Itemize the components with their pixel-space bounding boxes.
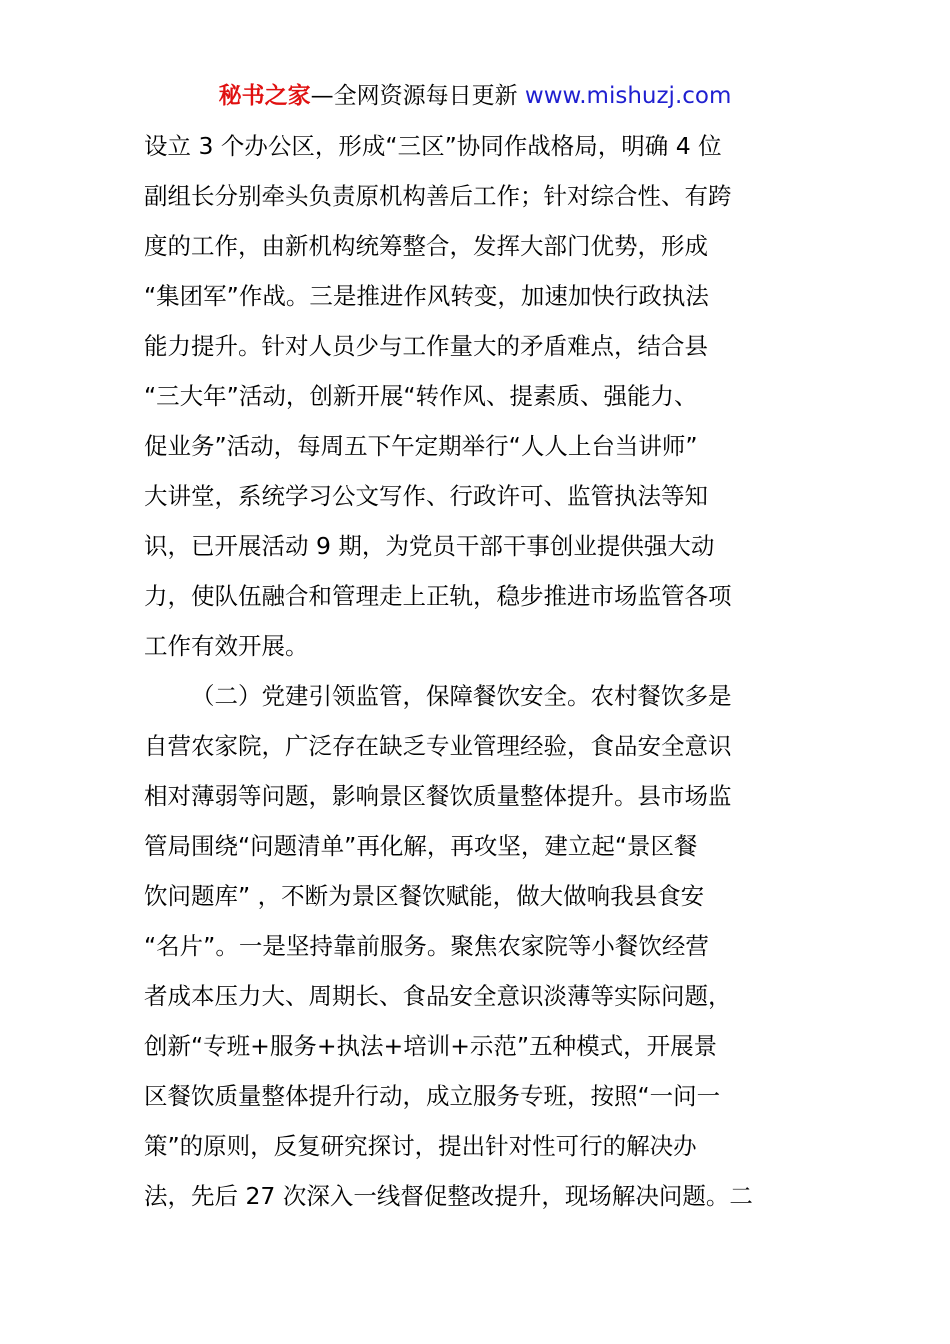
text-line: 工作有效开展。 (144, 632, 309, 660)
text-line: 创新“专班+服务+执法+培训+示范”五种模式，开展景 (144, 1032, 718, 1060)
text-line: 力，使队伍融合和管理走上正轨，稳步推进市场监管各项 (144, 582, 732, 610)
text-line: 促业务”活动，每周五下午定期举行“人人上台当讲师” (144, 432, 698, 460)
text-line: 法，先后 27 次深入一线督促整改提升，现场解决问题。二 (144, 1182, 753, 1210)
text-line: 大讲堂，系统学习公文写作、行政许可、监管执法等知 (144, 482, 708, 510)
document-body (144, 121, 808, 1221)
page-header (0, 80, 950, 112)
text-line: 副组长分别牵头负责原机构善后工作；针对综合性、有跨 (144, 182, 732, 210)
text-line: 饮问题库” ，不断为景区餐饮赋能，做大做响我县食安 (144, 882, 705, 910)
text-line: 管局围绕“问题清单”再化解，再攻坚，建立起“景区餐 (144, 832, 698, 860)
header-tagline: —全网资源每日更新 (310, 83, 525, 109)
text-line: 自营农家院，广泛存在缺乏专业管理经验，食品安全意识 (144, 732, 732, 760)
header-url-link[interactable]: www.mishuzj.com (524, 83, 732, 109)
text-line: “集团军”作战。三是推进作风转变，加速加快行政执法 (144, 282, 709, 310)
section-heading-line: （二）党建引领监管，保障餐饮安全。农村餐饮多是 (191, 682, 732, 710)
text-line: “名片”。一是坚持靠前服务。聚焦农家院等小餐饮经营 (144, 932, 709, 960)
text-line: “三大年”活动，创新开展“转作风、提素质、强能力、 (144, 382, 698, 410)
text-line: 设立 3 个办公区，形成“三区”协同作战格局，明确 4 位 (144, 132, 722, 160)
text-line: 者成本压力大、周期长、食品安全意识淡薄等实际问题， (144, 982, 732, 1010)
text-line: 度的工作，由新机构统筹整合，发挥大部门优势，形成 (144, 232, 708, 260)
text-line: 能力提升。针对人员少与工作量大的矛盾难点，结合县 (144, 332, 708, 360)
text-line: 相对薄弱等问题，影响景区餐饮质量整体提升。县市场监 (144, 782, 732, 810)
header-brand: 秘书之家 (218, 83, 311, 109)
text-line: 区餐饮质量整体提升行动，成立服务专班，按照“一问一 (144, 1082, 721, 1110)
text-line: 识，已开展活动 9 期，为党员干部干事创业提供强大动 (144, 532, 715, 560)
text-line: 策”的原则，反复研究探讨，提出针对性可行的解决办 (144, 1132, 697, 1160)
